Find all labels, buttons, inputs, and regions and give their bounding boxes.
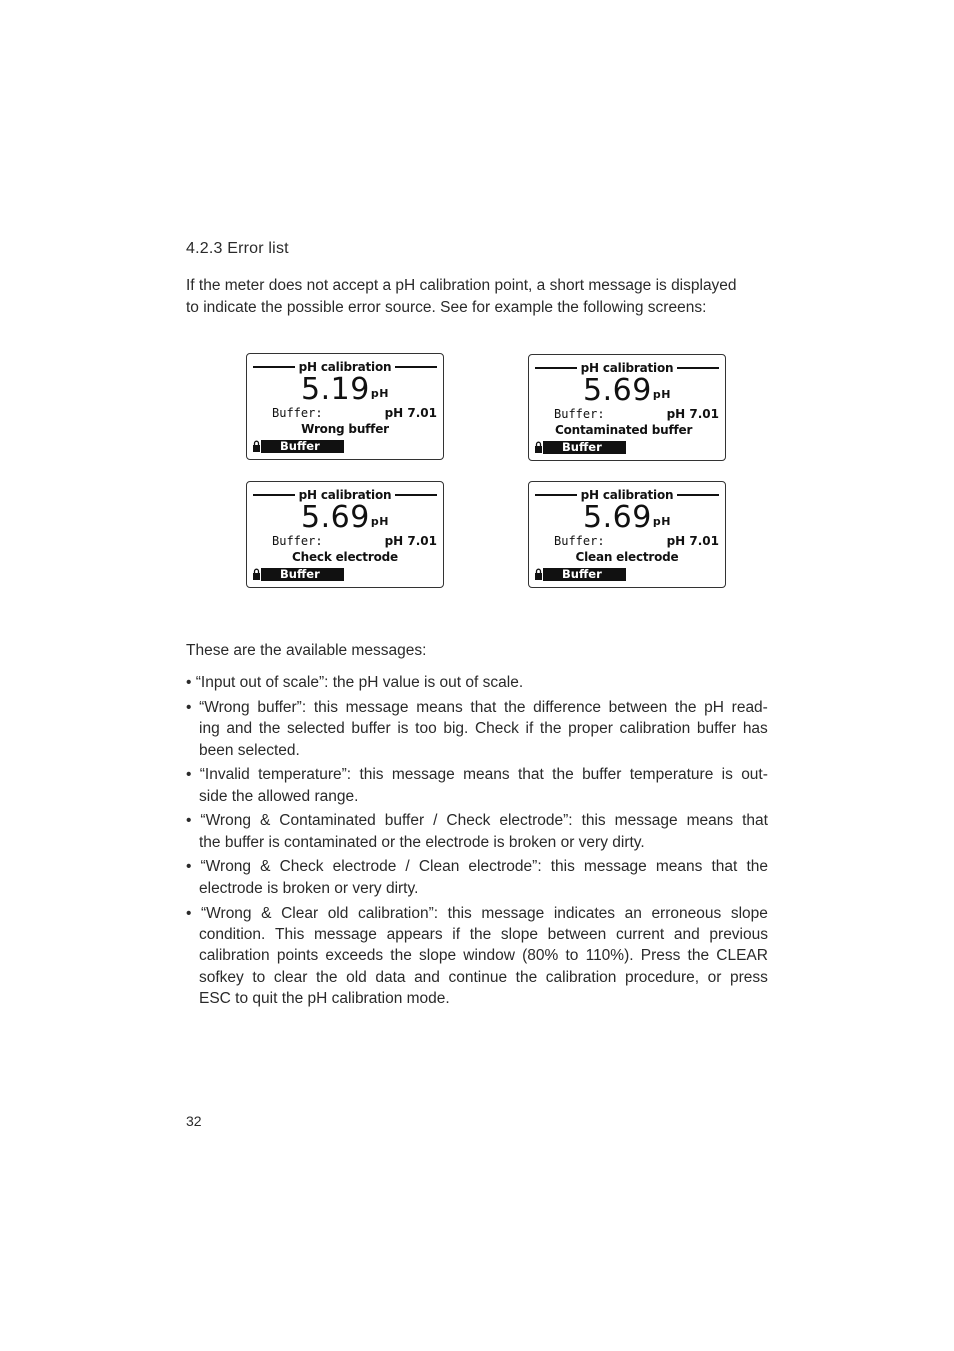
message-line: the buffer is contaminated or the electrode is broken or very dirty. [199, 833, 645, 851]
lock-icon [535, 568, 542, 580]
message-line: sofkey to clear the old data and continue the calibration procedure, or press [199, 968, 768, 986]
available-messages-heading: These are the available messages: [186, 642, 427, 659]
buffer-softkey[interactable]: Buffer [543, 441, 626, 454]
buffer-softkey[interactable]: Buffer [543, 568, 626, 581]
ph-value: 5.69 [301, 500, 370, 535]
message-line: • “Wrong buffer”: this message means that the difference between the pH read- [186, 698, 768, 716]
message-line: electrode is broken or very dirty. [199, 879, 419, 897]
lcd-screen-wrong-buffer [246, 353, 444, 460]
error-message: Contaminated buffer [555, 423, 693, 437]
buffer-label: Buffer: [554, 407, 605, 421]
message-list-item [186, 903, 768, 1010]
ph-value: 5.69 [583, 373, 652, 408]
buffer-label: Buffer: [272, 406, 323, 420]
buffer-value: pH 7.01 [666, 407, 719, 421]
buffer-value: pH 7.01 [384, 406, 437, 420]
ph-value: 5.69 [583, 500, 652, 535]
intro-paragraph [186, 275, 768, 318]
lcd-screen-clean-electrode [528, 481, 726, 588]
buffer-value: pH 7.01 [666, 534, 719, 548]
message-line: ing and the selected buffer is too big. Check if the proper calibration buffer has [199, 720, 768, 738]
ph-reading [529, 374, 725, 408]
message-line: • “Wrong & Contaminated buffer / Check electrode”: this message means that [186, 812, 768, 830]
message-list-item [186, 697, 768, 761]
ph-value: 5.19 [301, 372, 370, 407]
message-line: condition. This message appears if the slope between current and previous [199, 925, 768, 943]
message-line: • “Input out of scale”: the pH value is out of scale. [186, 674, 524, 691]
lcd-title: pH calibration [580, 488, 674, 502]
lcd-title: pH calibration [298, 488, 392, 502]
messages-list [186, 672, 768, 1013]
buffer-label: Buffer: [554, 534, 605, 548]
message-list-item [186, 764, 768, 807]
ph-unit: pH [652, 388, 671, 401]
lock-icon [253, 568, 260, 580]
message-line: • “Wrong & Check electrode / Clean electrode”: this message means that the [186, 858, 768, 876]
error-message: Check electrode [292, 550, 398, 564]
buffer-label: Buffer: [272, 534, 323, 548]
ph-unit: pH [652, 515, 671, 528]
message-list-item [186, 856, 768, 899]
message-line: side the allowed range. [199, 787, 359, 805]
page-number: 32 [186, 1113, 202, 1129]
lcd-title: pH calibration [580, 361, 674, 375]
ph-reading [247, 373, 443, 407]
buffer-softkey[interactable]: Buffer [261, 568, 344, 581]
intro-line: to indicate the possible error source. See for example the following screens: [186, 298, 707, 316]
section-title: 4.2.3 Error list [186, 240, 289, 257]
message-line: ESC to quit the pH calibration mode. [199, 990, 450, 1008]
ph-unit: pH [370, 387, 389, 400]
message-line: calibration points exceeds the slope window (80% to 110%). Press the CLEAR [199, 947, 768, 965]
message-list-item [186, 810, 768, 853]
message-line: • “Invalid temperature”: this message means that the buffer temperature is out- [186, 766, 768, 784]
buffer-value: pH 7.01 [384, 534, 437, 548]
lock-icon [535, 441, 542, 453]
lock-icon [253, 440, 260, 452]
error-message: Wrong buffer [301, 422, 389, 436]
buffer-softkey[interactable]: Buffer [261, 440, 344, 453]
intro-line: If the meter does not accept a pH calibration point, a short message is displayed [186, 277, 737, 294]
ph-reading [529, 501, 725, 535]
ph-reading [247, 501, 443, 535]
message-line: been selected. [199, 741, 300, 759]
ph-unit: pH [370, 515, 389, 528]
message-list-item [186, 672, 768, 693]
message-line: • “Wrong & Clear old calibration”: this message indicates an erroneous slope [186, 904, 768, 922]
lcd-screen-check-electrode [246, 481, 444, 588]
error-message: Clean electrode [575, 550, 679, 564]
lcd-title: pH calibration [298, 360, 392, 374]
lcd-screen-contaminated-buffer [528, 354, 726, 461]
